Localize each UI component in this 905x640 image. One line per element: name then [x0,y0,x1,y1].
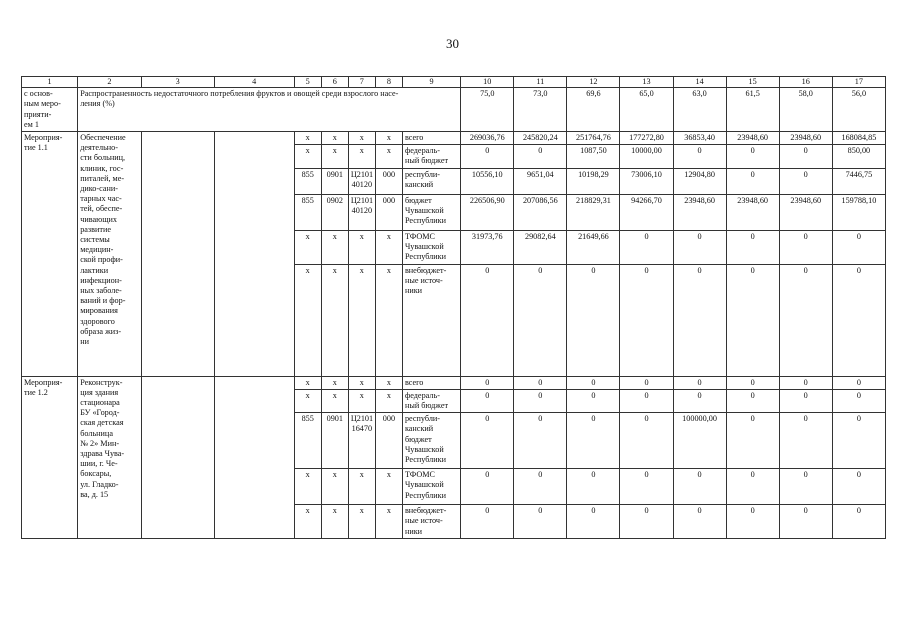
indicator-value: 69,6 [567,88,620,132]
budget-code-c5: х [294,230,321,264]
budget-code-c6: 0901 [321,413,348,469]
amount-cell: 10556,10 [461,168,514,194]
amount-cell: 0 [461,145,514,168]
budget-code-c7: х [348,264,375,376]
amount-cell: 207086,56 [514,194,567,230]
amount-cell: 0 [726,376,779,389]
column-number-15: 15 [726,77,779,88]
funding-source: федераль- ный бюджет [402,145,460,168]
amount-cell: 0 [567,389,620,412]
amount-cell: 0 [779,230,832,264]
amount-cell: 9651,04 [514,168,567,194]
amount-cell: 10000,00 [620,145,673,168]
column-number-4: 4 [214,77,294,88]
indicator-value: 65,0 [620,88,673,132]
amount-cell: 0 [673,145,726,168]
budget-code-c8: х [375,230,402,264]
amount-cell: 0 [461,264,514,376]
table-body [22,77,886,539]
amount-cell: 0 [620,505,673,539]
amount-cell: 94266,70 [620,194,673,230]
amount-cell: 0 [832,505,885,539]
budget-code-c7: Ц2101 40120 [348,168,375,194]
column-number-5: 5 [294,77,321,88]
amount-cell: 0 [567,376,620,389]
amount-cell: 0 [779,413,832,469]
budget-code-c7: х [348,230,375,264]
m11-row [22,132,886,145]
m12-col3 [141,376,214,538]
amount-cell: 168084,85 [832,132,885,145]
amount-cell: 0 [620,376,673,389]
funding-source: бюджет Чувашской Республики [402,194,460,230]
budget-code-c8: х [375,376,402,389]
budget-code-c6: х [321,145,348,168]
m11-measure-description: Обеспечение деятельно- сти больниц, клиник, гос- питалей, ме- дико-сани- тарных час- тей, обеспе- чивающих развитие системы медицин- ской профи- лактики инфекцион- ных заболе- ваний и фор- мирования здорового образа жиз- ни [78,132,141,377]
amount-cell: 245820,24 [514,132,567,145]
amount-cell: 0 [461,505,514,539]
amount-cell: 0 [832,376,885,389]
amount-cell: 0 [779,469,832,505]
amount-cell: 251764,76 [567,132,620,145]
amount-cell: 0 [514,264,567,376]
indicator-label: с основ- ным меро- прияти- ем 1 [22,88,78,132]
budget-code-c6: 0902 [321,194,348,230]
funding-source: внебюджет- ные источ- ники [402,264,460,376]
amount-cell: 0 [726,230,779,264]
indicator-value: 56,0 [832,88,885,132]
amount-cell: 0 [673,469,726,505]
indicator-row [22,88,886,132]
budget-code-c7: х [348,376,375,389]
m11-col3 [141,132,214,377]
amount-cell: 0 [673,389,726,412]
column-number-2: 2 [78,77,141,88]
amount-cell: 10198,29 [567,168,620,194]
column-number-14: 14 [673,77,726,88]
budget-code-c8: 000 [375,168,402,194]
column-number-6: 6 [321,77,348,88]
amount-cell: 0 [673,376,726,389]
m12-measure-description: Реконструк- ция здания стационара БУ «Город- ская детская больница № 2» Мин- здрава Чува- шии, г. Че- боксары, ул. Гладко- ва, д. 15 [78,376,141,538]
funding-source: республи- канский [402,168,460,194]
amount-cell: 0 [620,413,673,469]
indicator-value: 61,5 [726,88,779,132]
amount-cell: 0 [726,389,779,412]
amount-cell: 23948,60 [726,194,779,230]
program-table [21,76,886,539]
funding-source: ТФОМС Чувашской Республики [402,230,460,264]
column-number-11: 11 [514,77,567,88]
indicator-value: 58,0 [779,88,832,132]
budget-code-c7: х [348,132,375,145]
budget-code-c5: 855 [294,168,321,194]
amount-cell: 1087,50 [567,145,620,168]
budget-code-c5: х [294,376,321,389]
budget-code-c5: х [294,132,321,145]
budget-code-c5: х [294,469,321,505]
amount-cell: 0 [779,376,832,389]
budget-code-c6: х [321,376,348,389]
amount-cell: 0 [567,469,620,505]
m11-col4 [214,132,294,377]
budget-code-c8: 000 [375,194,402,230]
budget-code-c8: х [375,505,402,539]
amount-cell: 29082,64 [514,230,567,264]
amount-cell: 269036,76 [461,132,514,145]
amount-cell: 23948,60 [726,132,779,145]
budget-code-c8: х [375,389,402,412]
budget-code-c5: 855 [294,194,321,230]
header-row [22,77,886,88]
amount-cell: 0 [514,505,567,539]
amount-cell: 850,00 [832,145,885,168]
budget-code-c6: х [321,505,348,539]
budget-code-c8: х [375,132,402,145]
funding-source: ТФОМС Чувашской Республики [402,469,460,505]
funding-source: внебюджет- ные источ- ники [402,505,460,539]
budget-code-c6: х [321,389,348,412]
amount-cell: 0 [514,376,567,389]
funding-source: республи- канский бюджет Чувашской Республики [402,413,460,469]
amount-cell: 0 [514,469,567,505]
amount-cell: 0 [461,413,514,469]
amount-cell: 0 [514,389,567,412]
amount-cell: 0 [832,264,885,376]
amount-cell: 0 [832,469,885,505]
column-number-8: 8 [375,77,402,88]
m12-col4 [214,376,294,538]
budget-code-c7: х [348,389,375,412]
page-number: 30 [446,36,459,51]
budget-code-c6: х [321,132,348,145]
indicator-value: 75,0 [461,88,514,132]
amount-cell: 0 [779,389,832,412]
amount-cell: 0 [726,145,779,168]
amount-cell: 12904,80 [673,168,726,194]
amount-cell: 0 [779,264,832,376]
amount-cell: 0 [726,168,779,194]
funding-source: всего [402,132,460,145]
column-number-17: 17 [832,77,885,88]
amount-cell: 31973,76 [461,230,514,264]
column-number-10: 10 [461,77,514,88]
budget-code-c5: х [294,145,321,168]
amount-cell: 0 [567,264,620,376]
amount-cell: 0 [514,145,567,168]
indicator-value: 73,0 [514,88,567,132]
budget-code-c6: х [321,469,348,505]
amount-cell: 0 [461,376,514,389]
budget-code-c8: х [375,469,402,505]
amount-cell: 0 [620,469,673,505]
budget-code-c8: х [375,145,402,168]
amount-cell: 100000,00 [673,413,726,469]
amount-cell: 0 [726,413,779,469]
amount-cell: 0 [779,168,832,194]
amount-cell: 0 [567,505,620,539]
budget-code-c7: Ц2101 40120 [348,194,375,230]
amount-cell: 0 [673,264,726,376]
m11-measure-label: Мероприя- тие 1.1 [22,132,78,377]
amount-cell: 36853,40 [673,132,726,145]
funding-source: всего [402,376,460,389]
amount-cell: 177272,80 [620,132,673,145]
amount-cell: 0 [726,469,779,505]
column-number-3: 3 [141,77,214,88]
column-number-16: 16 [779,77,832,88]
column-number-1: 1 [22,77,78,88]
amount-cell: 23948,60 [779,194,832,230]
amount-cell: 21649,66 [567,230,620,264]
amount-cell: 0 [779,505,832,539]
budget-code-c5: х [294,505,321,539]
budget-code-c8: х [375,264,402,376]
budget-code-c6: х [321,230,348,264]
funding-source: федераль- ный бюджет [402,389,460,412]
amount-cell: 23948,60 [673,194,726,230]
indicator-text: Распространенность недостаточного потребления фруктов и овощей среди взрослого насе- ления (%) [78,88,461,132]
amount-cell: 159788,10 [832,194,885,230]
amount-cell: 0 [673,505,726,539]
amount-cell: 0 [461,469,514,505]
indicator-value: 63,0 [673,88,726,132]
column-number-7: 7 [348,77,375,88]
amount-cell: 0 [832,230,885,264]
m12-row [22,376,886,389]
amount-cell: 0 [514,413,567,469]
amount-cell: 0 [461,389,514,412]
amount-cell: 218829,31 [567,194,620,230]
budget-code-c7: х [348,469,375,505]
amount-cell: 0 [832,413,885,469]
budget-code-c7: Ц2101 16470 [348,413,375,469]
amount-cell: 0 [567,413,620,469]
budget-code-c5: х [294,264,321,376]
column-number-13: 13 [620,77,673,88]
amount-cell: 0 [779,145,832,168]
amount-cell: 0 [673,230,726,264]
column-number-12: 12 [567,77,620,88]
m12-measure-label: Мероприя- тие 1.2 [22,376,78,538]
amount-cell: 226506,90 [461,194,514,230]
amount-cell: 0 [620,389,673,412]
amount-cell: 0 [620,230,673,264]
amount-cell: 0 [832,389,885,412]
amount-cell: 7446,75 [832,168,885,194]
amount-cell: 73006,10 [620,168,673,194]
budget-code-c6: 0901 [321,168,348,194]
budget-code-c7: х [348,505,375,539]
amount-cell: 23948,60 [779,132,832,145]
budget-code-c8: 000 [375,413,402,469]
budget-code-c5: х [294,389,321,412]
amount-cell: 0 [726,264,779,376]
amount-cell: 0 [726,505,779,539]
budget-code-c7: х [348,145,375,168]
budget-code-c5: 855 [294,413,321,469]
column-number-9: 9 [402,77,460,88]
amount-cell: 0 [620,264,673,376]
budget-code-c6: х [321,264,348,376]
